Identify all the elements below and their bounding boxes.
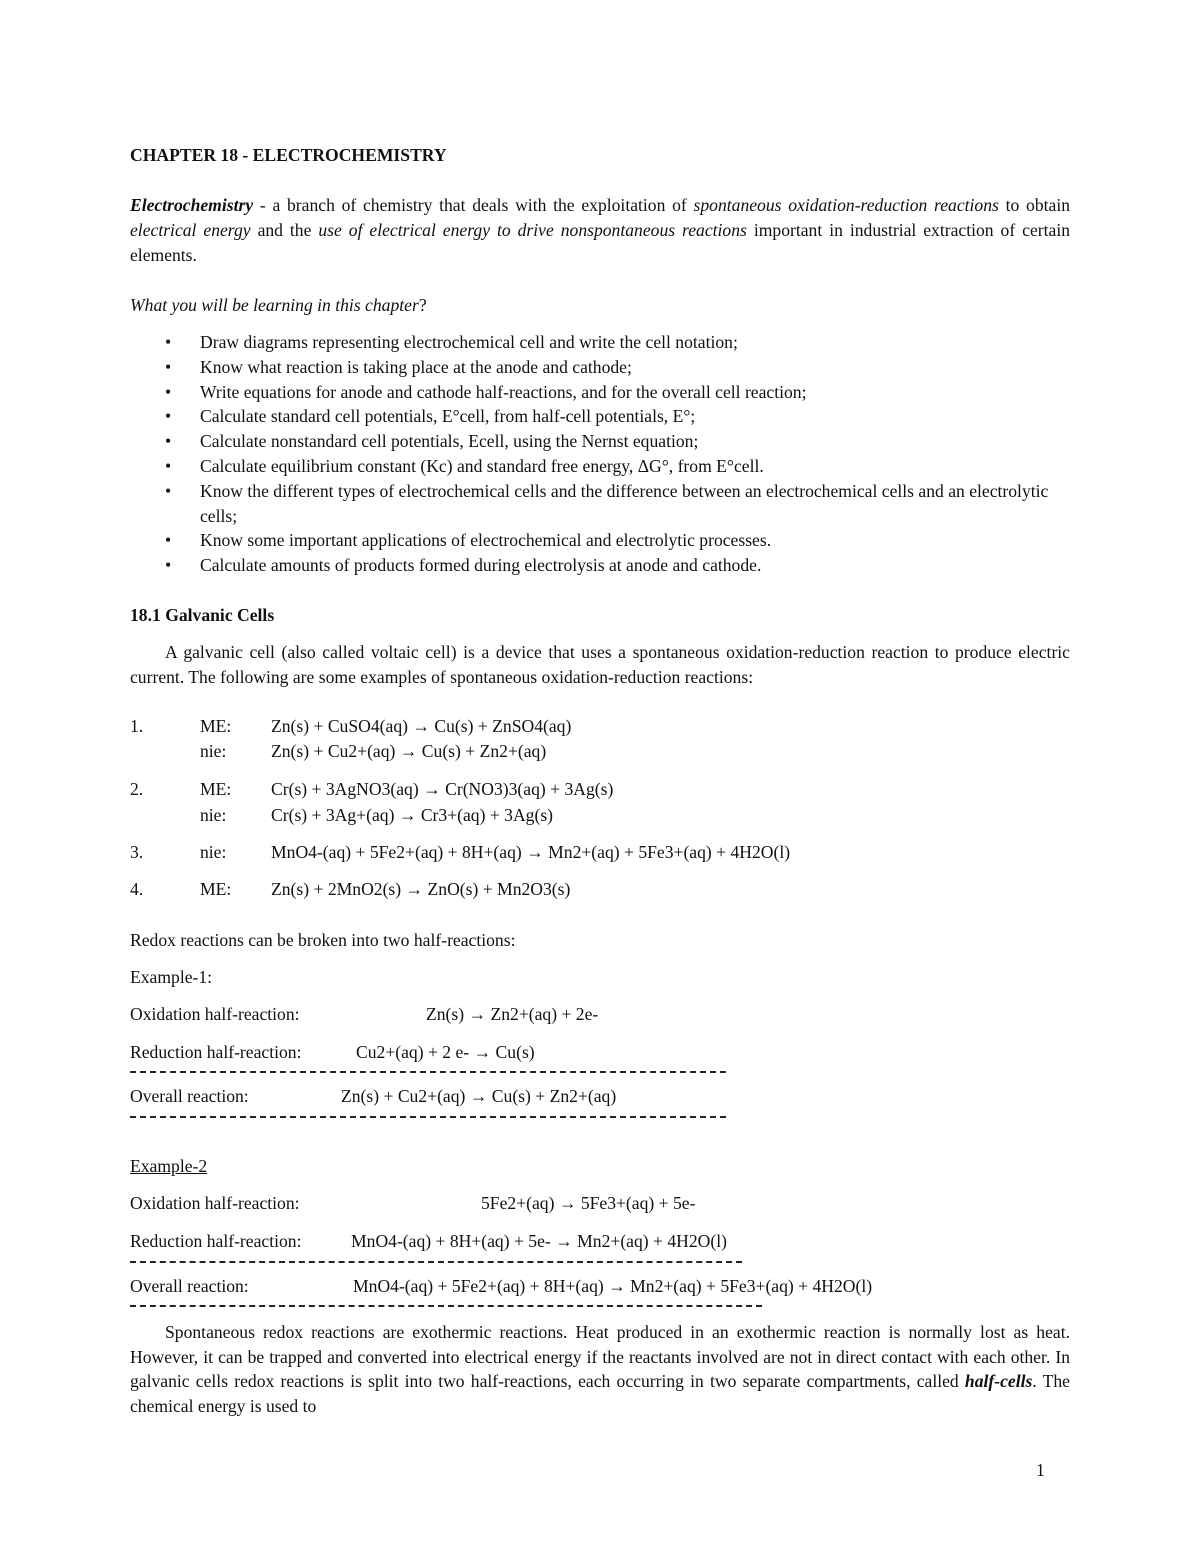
objective-item: • Calculate amounts of products formed during electrolysis at anode and cathode. — [130, 553, 1070, 578]
equation: Zn(s) + Cu2+(aq) → Cu(s) + Zn2+(aq) — [341, 1086, 617, 1106]
chapter-title: CHAPTER 18 - ELECTROCHEMISTRY — [130, 145, 447, 165]
objective-item: • Know what reaction is taking place at the anode and cathode; — [130, 355, 1070, 380]
intro-text: - a branch of chemistry that deals with the exploitation of — [253, 195, 694, 215]
equation: Cr(s) + 3AgNO3(aq) → Cr(NO3)3(aq) + 3Ag(s) — [271, 779, 614, 799]
intro-text: and the — [250, 220, 319, 240]
equation: MnO4-(aq) + 5Fe2+(aq) + 8H+(aq) → Mn2+(aq) + 5Fe3+(aq) + 4H2O(l) — [353, 1276, 873, 1296]
equation: 5Fe2+(aq) → 5Fe3+(aq) + 5e- — [481, 1193, 696, 1213]
overall-row — [130, 1084, 617, 1109]
reduction-label: Reduction half-reaction: — [130, 1042, 302, 1062]
equation: Zn(s) + Cu2+(aq) → Cu(s) + Zn2+(aq) — [271, 741, 547, 761]
equation-type-label: ME: — [200, 879, 232, 899]
dashed-divider — [130, 1305, 762, 1307]
dashed-divider — [130, 1116, 726, 1118]
half-reactions-intro: Redox reactions can be broken into two half-reactions: — [130, 930, 516, 950]
learning-question-mark: ? — [418, 295, 427, 315]
overall-row — [130, 1274, 873, 1299]
objective-item: • Write equations for anode and cathode half-reactions, and for the overall cell reaction; — [130, 380, 1070, 405]
overall-label: Overall reaction: — [130, 1086, 249, 1106]
oxidation-row — [130, 1002, 599, 1027]
equation-type-label: nie: — [200, 805, 227, 825]
equation: Zn(s) + 2MnO2(s) → ZnO(s) + Mn2O3(s) — [271, 879, 571, 899]
objective-item: • Know the different types of electrochemical cells and the difference between an electrochemical cells and an electrolytic cells; — [130, 479, 1070, 529]
reduction-row — [130, 1040, 535, 1065]
example2-label: Example-2 — [130, 1156, 208, 1176]
equation-type-label: nie: — [200, 741, 227, 761]
intro-paragraph — [130, 193, 1070, 268]
closing-text: . The chemical energy is used to — [130, 1371, 1070, 1416]
section-heading: 18.1 Galvanic Cells — [130, 605, 275, 625]
example-number: 1. — [130, 716, 144, 736]
learning-question-text: What you will be learning in this chapter — [130, 295, 419, 315]
equation: Zn(s) → Zn2+(aq) + 2e- — [426, 1004, 599, 1024]
objectives-list — [130, 330, 1070, 578]
overall-label: Overall reaction: — [130, 1276, 249, 1296]
intro-text: to obtain — [998, 195, 1071, 215]
equation-type-label: nie: — [200, 842, 227, 862]
intro-emphasis: electrical energy — [130, 220, 251, 240]
equation: MnO4-(aq) + 8H+(aq) + 5e- → Mn2+(aq) + 4H2O(l) — [351, 1231, 727, 1251]
dashed-divider — [130, 1071, 726, 1073]
closing-paragraph — [130, 1320, 1070, 1418]
objective-item: • Know some important applications of electrochemical and electrolytic processes. — [130, 528, 1070, 553]
learning-question — [130, 293, 1070, 318]
example-number: 3. — [130, 842, 144, 862]
equation-type-label: ME: — [200, 716, 232, 736]
example-number: 4. — [130, 879, 144, 899]
section-paragraph — [130, 640, 1070, 690]
intro-text: important in industrial extraction of certain elements. — [130, 220, 1071, 265]
equation: MnO4-(aq) + 5Fe2+(aq) + 8H+(aq) → Mn2+(aq) + 5Fe3+(aq) + 4H2O(l) — [271, 842, 791, 862]
oxidation-row — [130, 1191, 696, 1216]
oxidation-label: Oxidation half-reaction: — [130, 1004, 300, 1024]
oxidation-label: Oxidation half-reaction: — [130, 1193, 300, 1213]
example1-label: Example-1: — [130, 967, 213, 987]
dashed-divider — [130, 1261, 742, 1263]
equation: Zn(s) + CuSO4(aq) → Cu(s) + ZnSO4(aq) — [271, 716, 572, 736]
intro-term: Electrochemistry — [130, 195, 254, 215]
closing-text: Spontaneous redox reactions are exothermic reactions. Heat produced in an exothermic reaction is normally lost as heat. However, it can be trapped and converted into electrical energy if the reactants involved are not in direct contact with each other. In galvanic cells redox reactions is split into two half-reactions, each occurring in two separate compartments, called — [130, 1322, 1070, 1391]
page-number: 1 — [1036, 1460, 1045, 1480]
reduction-row — [130, 1229, 727, 1254]
reduction-label: Reduction half-reaction: — [130, 1231, 302, 1251]
equation: Cr(s) + 3Ag+(aq) → Cr3+(aq) + 3Ag(s) — [271, 805, 554, 825]
example-number: 2. — [130, 779, 144, 799]
equation-type-label: ME: — [200, 779, 232, 799]
intro-emphasis: use of electrical energy to drive nonspontaneous reactions — [318, 220, 747, 240]
equation: Cu2+(aq) + 2 e- → Cu(s) — [356, 1042, 535, 1062]
objective-item: • Calculate equilibrium constant (Kc) and standard free energy, ΔG°, from E°cell. — [130, 454, 1070, 479]
section-paragraph-text: A galvanic cell (also called voltaic cell) is a device that uses a spontaneous oxidation-reduction reaction to produce electric current. The following are some examples of spontaneous oxidation-reduction reactions: — [130, 642, 1070, 687]
closing-term: half-cells — [964, 1371, 1033, 1391]
objective-item: • Calculate nonstandard cell potentials, Ecell, using the Nernst equation; — [130, 429, 1070, 454]
intro-emphasis: spontaneous oxidation-reduction reactions — [693, 195, 999, 215]
objective-item: • Calculate standard cell potentials, E°cell, from half-cell potentials, E°; — [130, 404, 1070, 429]
objective-item: • Draw diagrams representing electrochemical cell and write the cell notation; — [130, 330, 1070, 355]
